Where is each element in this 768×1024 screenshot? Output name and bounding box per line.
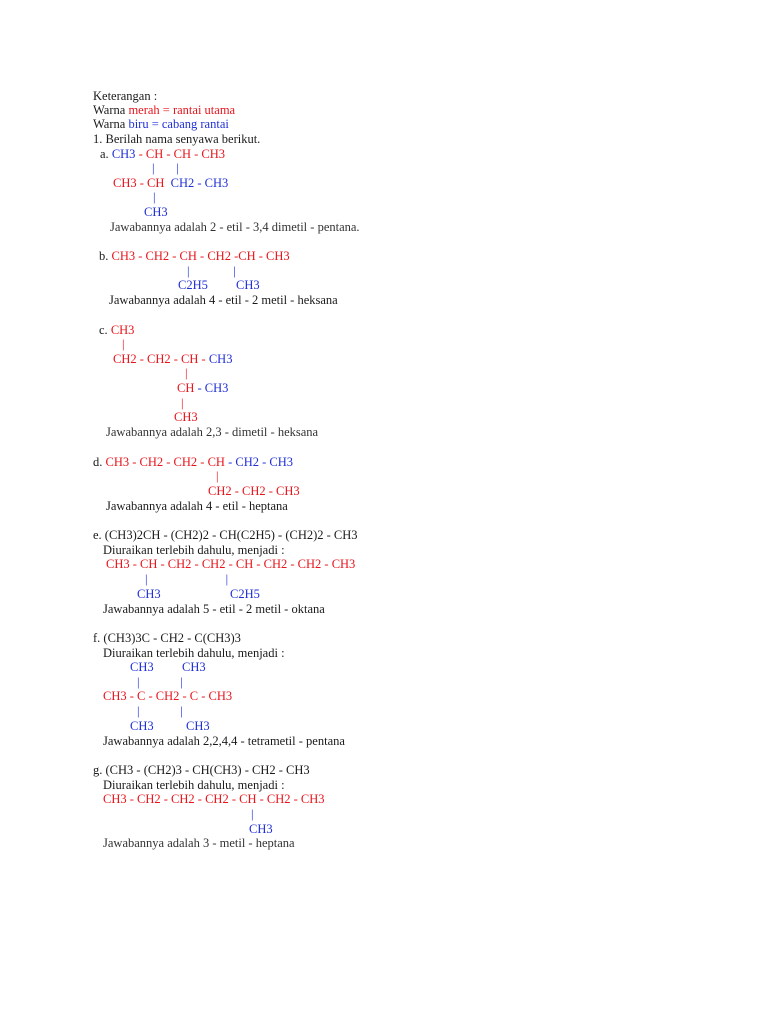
- item-g-main: CH3 - CH2 - CH2 - CH2 - CH - CH2 - CH3: [103, 792, 325, 806]
- item-g-intro: Diuraikan terlebih dahulu, menjadi :: [103, 778, 285, 792]
- item-g-answer: Jawabannya adalah 3 - metil - heptana: [103, 836, 295, 850]
- item-a-main: a. CH3 - CH - CH - CH3: [100, 147, 226, 161]
- item-f-main: CH3 - C - CH2 - C - CH3: [103, 689, 233, 703]
- item-f-bottom-2: CH3: [186, 719, 210, 733]
- item-e-main: CH3 - CH - CH2 - CH2 - CH - CH2 - CH2 - CH3: [106, 557, 356, 571]
- item-c-answer: Jawabannya adalah 2,3 - dimetil - heksana: [106, 425, 319, 439]
- item-d-pipe: |: [216, 469, 219, 483]
- item-c-pipe1: |: [122, 337, 125, 351]
- item-f-pipes-bottom: | |: [137, 704, 183, 718]
- item-b-branch-2: CH3: [236, 278, 260, 292]
- item-c-pipe2: |: [185, 366, 188, 380]
- item-d-answer: Jawabannya adalah 4 - etil - heptana: [106, 499, 288, 513]
- item-c-top: c. CH3: [99, 323, 135, 337]
- item-a-row2: CH3 - CH CH2 - CH3: [113, 176, 229, 190]
- item-f-bottom-1: CH3: [130, 719, 154, 733]
- item-b-main: b. CH3 - CH2 - CH - CH2 -CH - CH3: [99, 249, 290, 263]
- item-g-branch: CH3: [249, 822, 273, 836]
- item-a-pipes: | |: [152, 161, 179, 175]
- legend-blue-line: Warna biru = cabang rantai: [93, 117, 229, 131]
- item-e-intro: Diuraikan terlebih dahulu, menjadi :: [103, 543, 285, 557]
- legend-blue-text: biru = cabang rantai: [128, 117, 229, 131]
- item-g-pipe: |: [251, 807, 254, 821]
- item-e-formula: e. (CH3)2CH - (CH2)2 - CH(C2H5) - (CH2)2 - CH3: [93, 528, 358, 542]
- item-a-pipe2: |: [153, 190, 156, 204]
- item-e-pipes: | |: [145, 572, 229, 586]
- legend-red-text: merah = rantai utama: [128, 103, 236, 117]
- question-title: 1. Berilah nama senyawa berikut.: [93, 132, 261, 146]
- item-d-branch: CH2 - CH2 - CH3: [208, 484, 300, 498]
- item-f-pipes-top: | |: [137, 675, 183, 689]
- item-b-answer: Jawabannya adalah 4 - etil - 2 metil - heksana: [109, 293, 338, 307]
- item-b-pipes: | |: [187, 264, 236, 278]
- item-f-top-1: CH3: [130, 660, 154, 674]
- item-d-main: d. CH3 - CH2 - CH2 - CH - CH2 - CH3: [93, 455, 294, 469]
- item-a-answer: Jawabannya adalah 2 - etil - 3,4 dimetil - pentana.: [110, 220, 360, 234]
- item-g-formula: g. (CH3 - (CH2)3 - CH(CH3) - CH2 - CH3: [93, 763, 310, 777]
- legend-red-line: Warna merah = rantai utama: [93, 103, 236, 117]
- item-e-branch-2: C2H5: [230, 587, 260, 601]
- item-a-row4: CH3: [144, 205, 168, 219]
- item-e-branch-1: CH3: [137, 587, 161, 601]
- item-c-row4: CH3: [174, 410, 198, 424]
- item-c-pipe3: |: [181, 396, 184, 410]
- item-f-intro: Diuraikan terlebih dahulu, menjadi :: [103, 646, 285, 660]
- item-f-formula: f. (CH3)3C - CH2 - C(CH3)3: [93, 631, 241, 645]
- legend-title: Keterangan :: [93, 89, 158, 103]
- item-f-answer: Jawabannya adalah 2,2,4,4 - tetrametil - pentana: [103, 734, 345, 748]
- item-b-branch-1: C2H5: [178, 278, 208, 292]
- item-f-top-2: CH3: [182, 660, 206, 674]
- item-c-main: CH2 - CH2 - CH - CH3: [113, 352, 233, 366]
- item-c-row3: CH - CH3: [177, 381, 229, 395]
- item-e-answer: Jawabannya adalah 5 - etil - 2 metil - oktana: [103, 602, 325, 616]
